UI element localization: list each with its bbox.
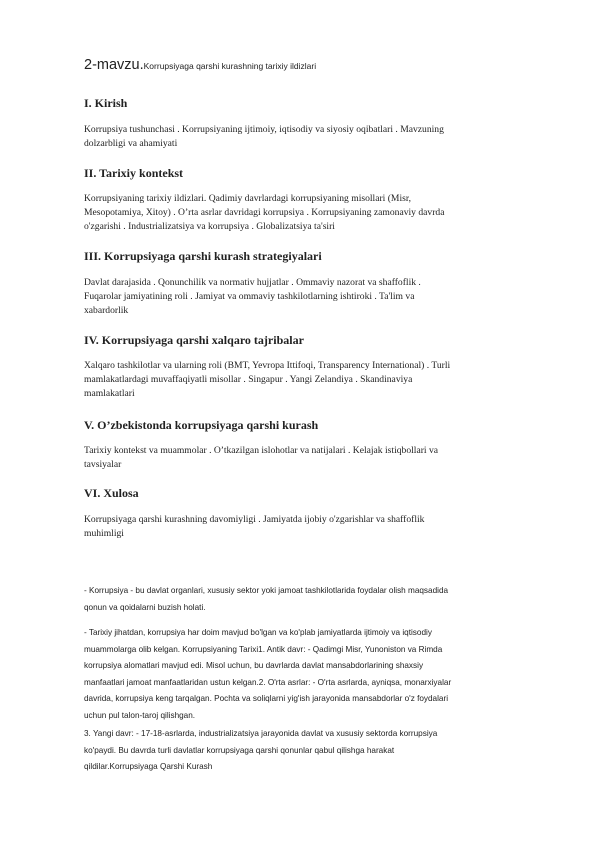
text-line: Davlat darajasida . Qonunchilik va normativ hujjatlar . Ommaviy nazorat va shaffoflik . xyxy=(84,277,421,288)
text-line: Xalqaro tashkilotlar va ularning roli (BMT, Yevropa Ittifoqi, Transparency International) . Turli xyxy=(84,360,451,371)
body-paragraph xyxy=(84,583,534,616)
text-line: qildilar.Korrupsiyaga Qarshi Kurash xyxy=(84,762,213,771)
text-line: Korrupsiyaga qarshi kurashning davomiyligi . Jamiyatda ijobiy o'zgarishlar va shaffoflik xyxy=(84,514,425,525)
title-sub: Korrupsiyaga qarshi kurashning tarixiy ildizlari xyxy=(143,61,317,71)
text-line: - Tarixiy jihatdan, korrupsiya har doim mavjud bo'lgan va ko'plab jamiyatlarda ijtimoiy va iqtisodiy xyxy=(84,628,432,637)
section-heading: I. Kirish xyxy=(84,96,128,110)
section-heading: V. O’zbekistonda korrupsiyaga qarshi kurash xyxy=(84,418,319,432)
text-line: mamlakatlardagi muvaffaqiyatli misollar . Singapur . Yangi Zelandiya . Skandinaviya xyxy=(84,374,413,385)
section-text xyxy=(84,123,524,151)
section-heading: II. Tarixiy kontekst xyxy=(84,166,184,180)
text-line: xabardorlik xyxy=(84,305,129,316)
text-line: qonun va qoidalarni buzish holati. xyxy=(84,602,206,612)
section-text xyxy=(84,359,524,401)
text-line: 3. Yangi davr: - 17-18-asrlarda, industrializatsiya jarayonida davlat va xususiy sektorda korrupsiya xyxy=(84,729,438,738)
text-line: Korrupsiyaning tarixiy ildizlari. Qadimiy davrlardagi korrupsiyaning misollari (Misr, xyxy=(84,193,412,204)
page-title xyxy=(84,56,524,74)
body-paragraph xyxy=(84,625,534,724)
text-line: uchun pul talon-taroj qilishgan. xyxy=(84,710,196,720)
title-main: 2-mavzu. xyxy=(84,57,144,73)
text-line: mamlakatlari xyxy=(84,388,135,399)
text-line: o'zgarishi . Industrializatsiya va korrupsiya . Globalizatsiya ta'siri xyxy=(84,221,335,232)
text-line: muhimligi xyxy=(84,528,124,539)
text-line: davrida, korrupsiya keng tarqalgan. Pochta va soliqlarni yig'ish jarayonida mansabdorlar o'z foydalari xyxy=(84,694,449,703)
section-text xyxy=(84,192,524,234)
section-text xyxy=(84,444,524,472)
section-heading: III. Korrupsiyaga qarshi kurash strategiyalari xyxy=(84,249,322,263)
body-paragraph xyxy=(84,726,534,776)
text-line: Tarixiy kontekst va muammolar . O’tkazilgan islohotlar va natijalari . Kelajak istiqbollari va xyxy=(84,445,439,456)
text-line: ko'paydi. Bu davrda turli davlatlar korrupsiyaga qarshi qonunlar qabul qilishga harakat xyxy=(84,745,395,755)
text-line: tavsiyalar xyxy=(84,459,122,470)
text-line: korrupsiya alomatlari mavjud edi. Misol uchun, bu davrlarda davlat mansabdorlarining shaxsiy xyxy=(84,661,424,670)
text-line: dolzarbligi va ahamiyati xyxy=(84,138,178,149)
section-text xyxy=(84,513,524,541)
text-line: Mesopotamiya, Xitoy) . O’rta asrlar davridagi korrupsiya . Korrupsiyaning zamonaviy davrda xyxy=(84,207,445,218)
text-line: Fuqarolar jamiyatining roli . Jamiyat va ommaviy tashkilotlarning ishtiroki . Ta'lim va xyxy=(84,291,415,302)
text-line: muammolarga olib kelgan. Korrupsiyaning Tarixi1. Antik davr: - Qadimgi Misr, Yunoniston va Rimda xyxy=(84,644,443,654)
section-heading: IV. Korrupsiyaga qarshi xalqaro tajribalar xyxy=(84,333,304,347)
text-line: - Korrupsiya - bu davlat organlari, xususiy sektor yoki jamoat tashkilotlarida foydalar olish maqsadida xyxy=(84,586,449,595)
section-heading: VI. Xulosa xyxy=(84,486,139,500)
text-line: manfaatlari jamoat manfaatlaridan ustun kelgan.2. O'rta asrlar: - O'rta asrlarda, ayniqsa, monarxiyalar xyxy=(84,677,452,687)
text-line: Korrupsiya tushunchasi . Korrupsiyaning ijtimoiy, iqtisodiy va siyosiy oqibatlari . Mavzuning xyxy=(84,124,444,135)
section-text xyxy=(84,276,524,318)
